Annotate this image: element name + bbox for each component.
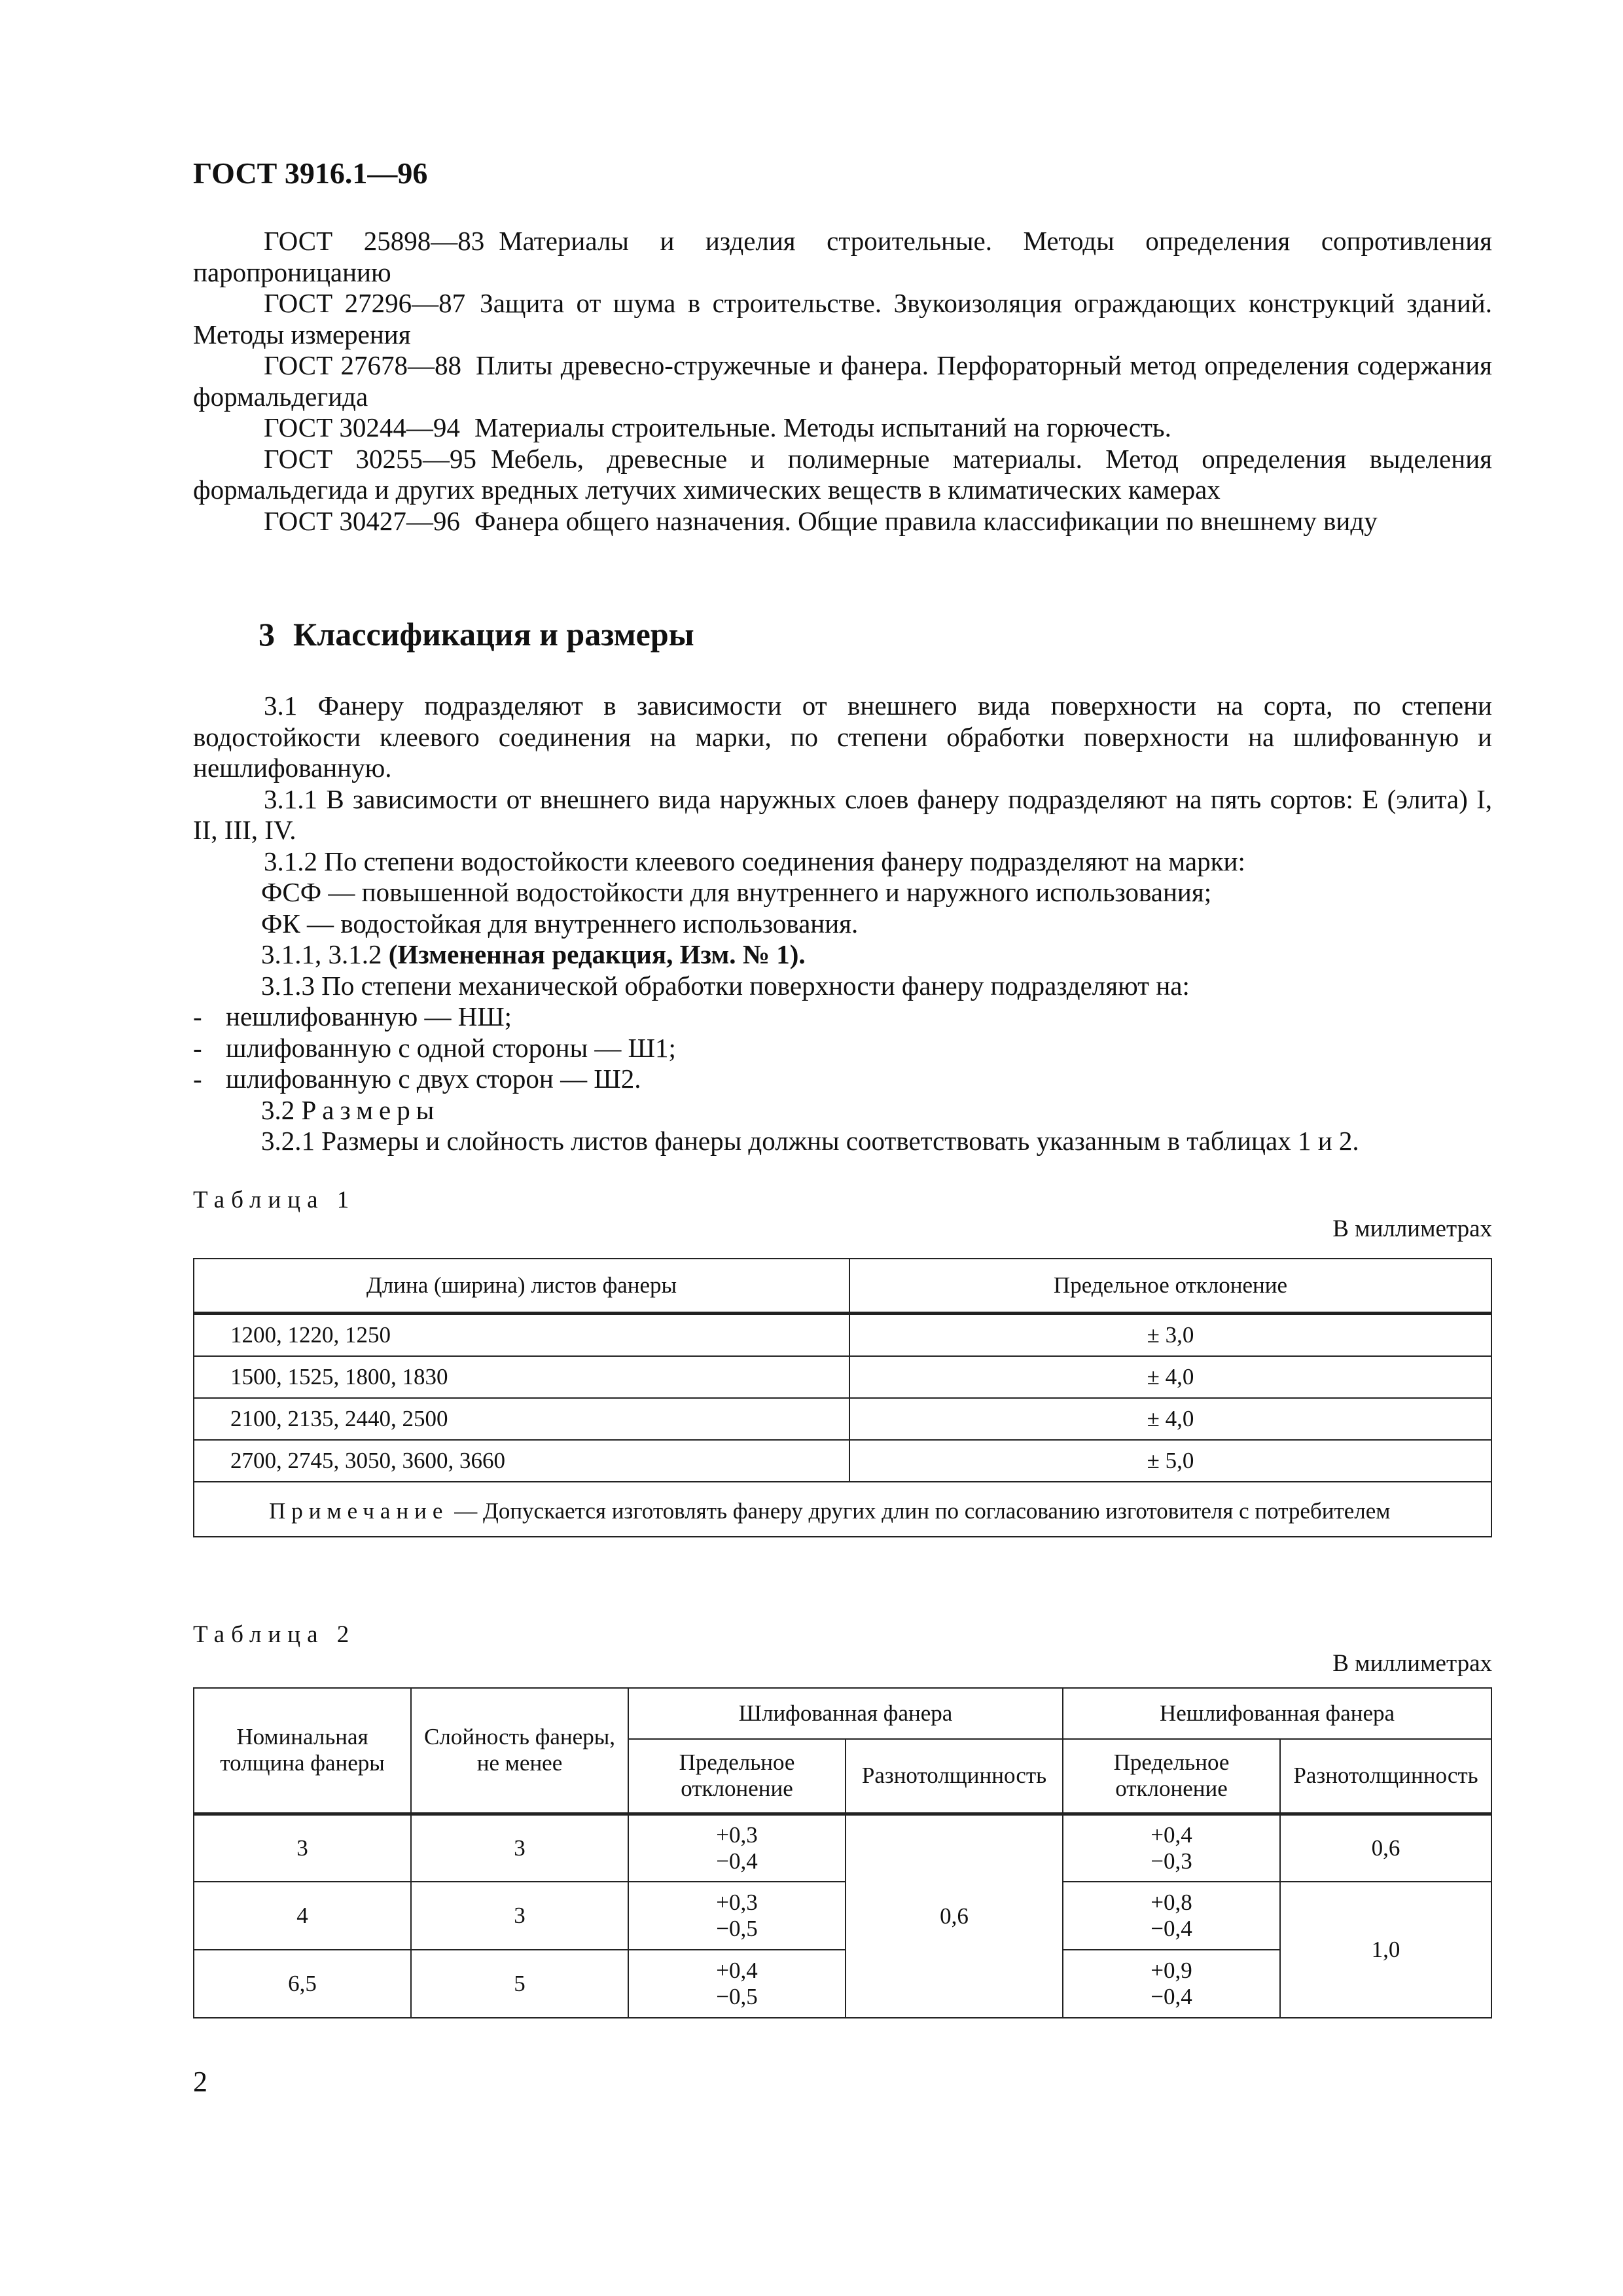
upper-tolerance: +0,4 — [716, 1958, 758, 1983]
normative-references-list — [193, 226, 1492, 537]
table-header-row — [194, 1688, 1491, 1739]
table1-unit: В миллиметрах — [1332, 1215, 1492, 1242]
table-row — [194, 1814, 1491, 1882]
list-item-text: нешлифованную — НШ; — [226, 1001, 512, 1031]
plies-cell: 5 — [411, 1950, 628, 2018]
dash-bullet: - — [193, 1032, 202, 1063]
lower-tolerance: −0,3 — [1150, 1848, 1192, 1874]
reference-item — [193, 226, 1492, 288]
sanded-variation-cell: 0,6 — [846, 1814, 1063, 2018]
list-item-text: шлифованную с одной стороны — Ш1; — [226, 1032, 676, 1063]
document-code-header: ГОСТ 3916.1—96 — [193, 156, 428, 190]
section-number: 3 — [259, 616, 275, 653]
subsection-3-2 — [193, 1095, 1492, 1126]
lower-tolerance: −0,4 — [1150, 1916, 1192, 1941]
paragraph-3-1-3: 3.1.3 По степени механической обработки поверхности фанеру подразделяют на: — [261, 970, 1190, 1001]
page-number: 2 — [193, 2066, 207, 2098]
dash-bullet: - — [193, 1001, 202, 1031]
table-row — [194, 1314, 1491, 1357]
table-1 — [193, 1258, 1492, 1537]
unsanded-deviation-cell — [1063, 1814, 1280, 1882]
sanded-deviation-cell — [628, 1882, 846, 1950]
table2-unit: В миллиметрах — [1332, 1650, 1492, 1677]
length-cell: 2100, 2135, 2440, 2500 — [194, 1398, 849, 1440]
column-header-plies: Слойность фанеры, не менее — [411, 1688, 628, 1814]
reference-code: ГОСТ 25898—83 — [264, 226, 485, 256]
list-item — [193, 1064, 1492, 1095]
column-group-unsanded: Нешлифованная фанера — [1063, 1688, 1491, 1739]
sanded-deviation-cell — [628, 1950, 846, 2018]
list-item — [193, 1001, 1492, 1033]
reference-item — [193, 444, 1492, 506]
section-title: Классификация и размеры — [293, 616, 694, 653]
table2-caption: Таблица 2 — [193, 1621, 356, 1648]
deviation-cell: ± 5,0 — [849, 1440, 1491, 1482]
reference-title: Материалы строительные. Методы испытаний на горючесть. — [474, 412, 1171, 442]
reference-item — [193, 412, 1492, 444]
note-label: Примечание — [269, 1498, 449, 1524]
reference-title: Защита от шума в строительстве. Звукоизоляция ограждающих конструкций зданий. Методы измерения — [193, 288, 1492, 350]
grade-fsf: ФСФ — повышенной водостойкости для внутреннего и наружного использования; — [261, 877, 1212, 907]
upper-tolerance: +0,3 — [716, 1821, 758, 1848]
upper-tolerance: +0,9 — [1150, 1958, 1192, 1983]
paragraph-3-1-1: 3.1.1 В зависимости от внешнего вида наружных слоев фанеру подразделяют на пять сортов: Е (элита) I, II, III, IV. — [193, 783, 1492, 845]
section-heading — [259, 615, 694, 653]
lower-tolerance: −0,4 — [1150, 1984, 1192, 2009]
column-header: Длина (ширина) листов фанеры — [194, 1259, 849, 1314]
reference-item — [193, 506, 1492, 537]
dash-bullet: - — [193, 1064, 202, 1094]
subsection-title: Размеры — [301, 1094, 440, 1125]
upper-tolerance: +0,4 — [1150, 1821, 1192, 1848]
section-body — [193, 691, 1492, 1157]
reference-code: ГОСТ 30427—96 — [264, 505, 460, 536]
reference-item — [193, 288, 1492, 350]
table-row — [194, 1356, 1491, 1398]
table-2 — [193, 1687, 1492, 2018]
paragraph-3-2-1: 3.2.1 Размеры и слойность листов фанеры должны соответствовать указанным в таблицах 1 и 2. — [261, 1126, 1359, 1156]
column-header-sanded-deviation: Предельное отклонение — [628, 1739, 846, 1814]
column-header-unsanded-deviation: Предельное отклонение — [1063, 1739, 1280, 1814]
length-cell: 1500, 1525, 1800, 1830 — [194, 1356, 849, 1398]
reference-item — [193, 350, 1492, 412]
table-note — [194, 1482, 1491, 1537]
column-header-thickness: Номинальная толщина фанеры — [194, 1688, 411, 1814]
lower-tolerance: −0,5 — [716, 1916, 758, 1941]
lower-tolerance: −0,5 — [716, 1984, 758, 2009]
table-row — [194, 1398, 1491, 1440]
length-cell: 1200, 1220, 1250 — [194, 1314, 849, 1357]
thickness-cell: 4 — [194, 1882, 411, 1950]
deviation-cell: ± 4,0 — [849, 1398, 1491, 1440]
table-header-row — [194, 1259, 1491, 1314]
thickness-cell: 6,5 — [194, 1950, 411, 2018]
unsanded-variation-cell: 1,0 — [1280, 1882, 1491, 2018]
reference-title: Фанера общего назначения. Общие правила классификации по внешнему виду — [474, 505, 1378, 536]
plies-cell: 3 — [411, 1814, 628, 1882]
upper-tolerance: +0,8 — [1150, 1890, 1192, 1915]
reference-title: Мебель, древесные и полимерные материалы. Метод определения выделения формальдегида и других вредных летучих химических веществ в климатических камерах — [193, 443, 1492, 505]
column-header-unsanded-variation: Разнотолщинность — [1280, 1739, 1491, 1814]
reference-code: ГОСТ 27296—87 — [264, 288, 466, 318]
grade-fk: ФК — водостойкая для внутреннего использования. — [261, 908, 859, 939]
amendment-ref: 3.1.1, 3.1.2 — [261, 939, 389, 969]
subsection-number: 3.2 — [261, 1094, 302, 1125]
list-item-text: шлифованную с двух сторон — Ш2. — [226, 1064, 641, 1094]
table-row — [194, 1440, 1491, 1482]
column-group-sanded: Шлифованная фанера — [628, 1688, 1063, 1739]
plies-cell: 3 — [411, 1882, 628, 1950]
column-header-sanded-variation: Разнотолщинность — [846, 1739, 1063, 1814]
unsanded-deviation-cell — [1063, 1950, 1280, 2018]
lower-tolerance: −0,4 — [716, 1848, 758, 1874]
unsanded-variation-cell: 0,6 — [1280, 1814, 1491, 1882]
reference-code: ГОСТ 27678—88 — [264, 350, 461, 380]
upper-tolerance: +0,3 — [716, 1890, 758, 1915]
deviation-cell: ± 4,0 — [849, 1356, 1491, 1398]
note-text: — Допускается изготовлять фанеру других длин по согласованию изготовителя с потребителем — [448, 1498, 1391, 1524]
amendment-note — [193, 939, 1492, 971]
reference-title: Плиты древесно-стружечные и фанера. Перфораторный метод определения содержания формальдегида — [193, 350, 1492, 412]
reference-title: Материалы и изделия строительные. Методы определения сопротивления паропроницанию — [193, 226, 1492, 287]
column-header: Предельное отклонение — [849, 1259, 1491, 1314]
reference-code: ГОСТ 30244—94 — [264, 412, 460, 442]
table1-caption: Таблица 1 — [193, 1187, 356, 1213]
deviation-cell: ± 3,0 — [849, 1314, 1491, 1357]
thickness-cell: 3 — [194, 1814, 411, 1882]
table-note-row — [194, 1482, 1491, 1537]
unsanded-deviation-cell — [1063, 1882, 1280, 1950]
reference-code: ГОСТ 30255—95 — [264, 443, 477, 474]
list-item — [193, 1033, 1492, 1064]
sanded-deviation-cell — [628, 1814, 846, 1882]
amendment-bold: (Измененная редакция, Изм. № 1). — [388, 939, 806, 969]
paragraph-3-1: 3.1 Фанеру подразделяют в зависимости от внешнего вида поверхности на сорта, по степени водостойкости клеевого соединения на марки, по степени обработки поверхности на шлифованную и нешлифованную. — [193, 691, 1492, 783]
table-row — [194, 1882, 1491, 1950]
length-cell: 2700, 2745, 3050, 3600, 3660 — [194, 1440, 849, 1482]
paragraph-3-1-2: 3.1.2 По степени водостойкости клеевого соединения фанеру подразделяют на марки: — [264, 846, 1245, 876]
